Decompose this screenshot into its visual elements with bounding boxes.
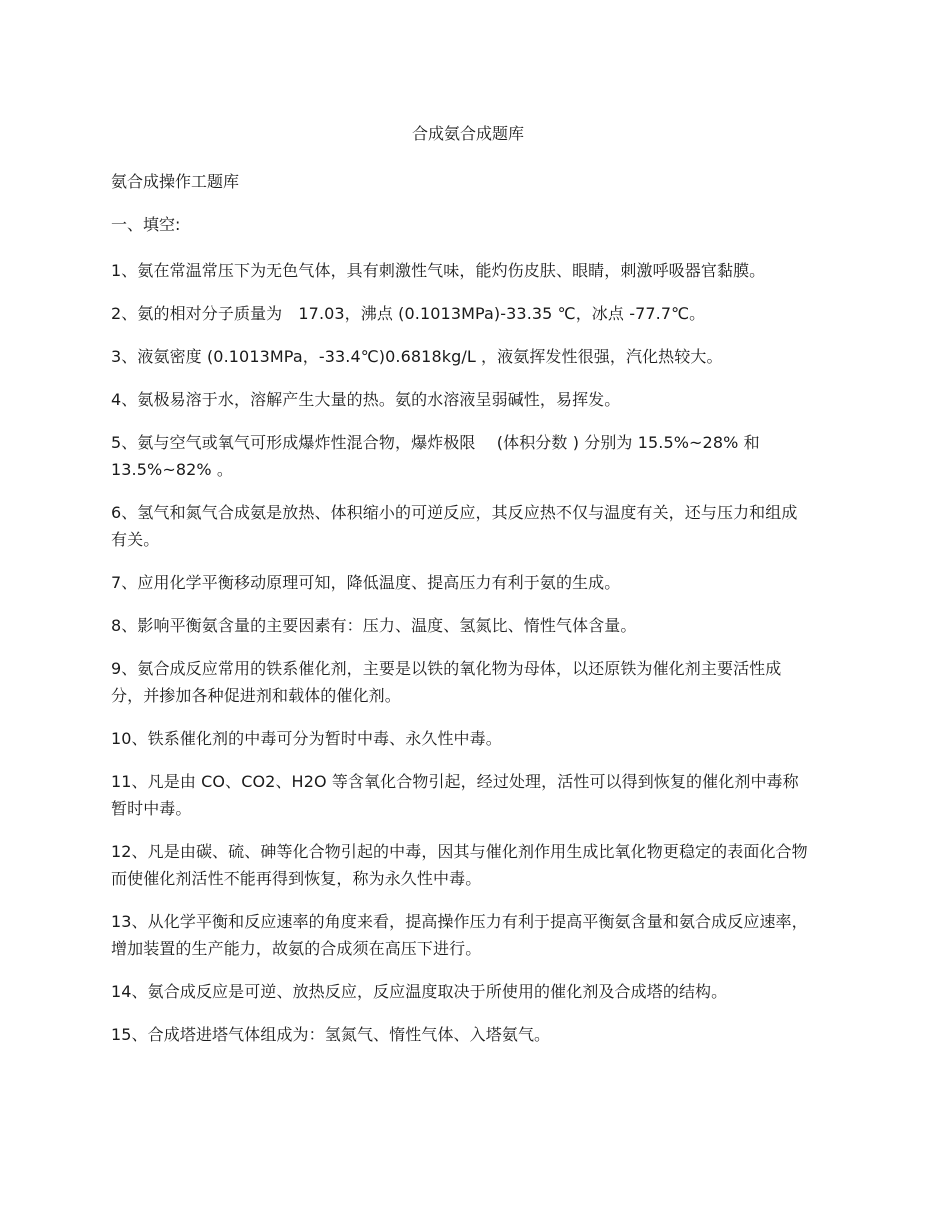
- question-item: 4、氨极易溶于水，溶解产生大量的热。氨的水溶液呈弱碱性，易挥发。: [111, 390, 621, 409]
- question-item: 12、凡是由碳、硫、砷等化合物引起的中毒，因其与催化剂作用生成比氧化物更稳定的表面化合物而使催化剂活性不能再得到恢复，称为永久性中毒。: [111, 842, 808, 888]
- question-item: 5、氨与空气或氧气可形成爆炸性混合物，爆炸极限 (体积分数 ) 分别为 15.5%~28% 和 13.5%~82% 。: [111, 433, 760, 479]
- question-list: [111, 257, 811, 1048]
- question-item: 11、凡是由 CO、CO2、H2O 等含氧化合物引起，经过处理，活性可以得到恢复的催化剂中毒称暂时中毒。: [111, 772, 799, 818]
- question-item: 10、铁系催化剂的中毒可分为暂时中毒、永久性中毒。: [111, 729, 502, 748]
- section-heading: 一、填空:: [111, 215, 181, 234]
- question-item: 13、从化学平衡和反应速率的角度来看，提高操作压力有利于提高平衡氨含量和氨合成反应速率，增加装置的生产能力，故氨的合成须在高压下进行。: [111, 912, 808, 958]
- question-item: 9、氨合成反应常用的铁系催化剂，主要是以铁的氧化物为母体，以还原铁为催化剂主要活性成分，并掺加各种促进剂和载体的催化剂。: [111, 659, 782, 705]
- question-item: 15、合成塔进塔气体组成为：氢氮气、惰性气体、入塔氨气。: [111, 1025, 551, 1044]
- question-item: 8、影响平衡氨含量的主要因素有：压力、温度、氢氮比、惰性气体含量。: [111, 616, 637, 635]
- question-item: 3、液氨密度 (0.1013MPa，-33.4℃)0.6818kg/L ，液氨挥发性很强，汽化热较大。: [111, 347, 723, 366]
- question-item: 7、应用化学平衡移动原理可知，降低温度、提高压力有利于氨的生成。: [111, 573, 621, 592]
- question-item: 6、氢气和氮气合成氨是放热、体积缩小的可逆反应，其反应热不仅与温度有关，还与压力和组成有关。: [111, 503, 798, 549]
- document-title: 合成氨合成题库: [411, 124, 524, 143]
- question-item: 14、氨合成反应是可逆、放热反应，反应温度取决于所使用的催化剂及合成塔的结构。: [111, 982, 728, 1001]
- document-body: [111, 170, 811, 1064]
- question-item: 2、氨的相对分子质量为 17.03，沸点 (0.1013MPa)-33.35 ℃，冰点 -77.7℃。: [111, 304, 706, 323]
- document-subtitle: 氨合成操作工题库: [111, 172, 240, 191]
- question-item: 1、氨在常温常压下为无色气体，具有刺激性气味，能灼伤皮肤、眼睛，刺激呼吸器官黏膜。: [111, 261, 766, 280]
